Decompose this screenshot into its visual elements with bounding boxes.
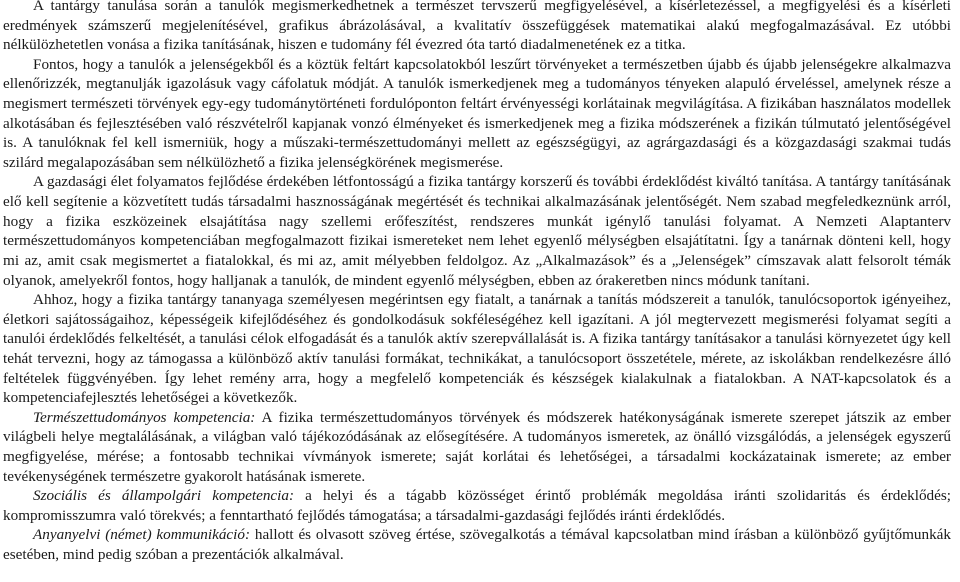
text-line: megvilágítása. A fizikában használatos modellek alkotásában és fejlesztésében való részvételről kapjanak vonzó élményeket és ismerkedjenek bbox=[3, 95, 951, 132]
text-line: meg a fizika módszerének a fizikán túlmutató jelentőségével is. A tanulóknak fel kell ismerniük, hogy a műszaki-természettudományi mellett az bbox=[3, 114, 952, 152]
text-line: folyamat segíti a tanulói érdeklődés felkeltését, a tanulási célok elfogadását és a tanulók aktív szerepvállalását is. A fizika tantárgy tanításakor a bbox=[3, 310, 952, 348]
text-line: érveléssel, amelynek része a megismert természeti törvények egy-egy tudománytörténeti fordulóponton feltárt érvényességi korlátainak bbox=[3, 75, 952, 113]
paragraph bbox=[0, 0, 954, 55]
text-line: igényeihez, életkori sajátosságaihoz, képességeik kifejlődéséhez és gondolkodásuk sokféleségéhez kell igazítani. A jól megtervezett megismerési bbox=[3, 291, 952, 328]
paragraph bbox=[0, 525, 954, 564]
text-line: alkalmazva ellenőrizzék, megtanulják igazolásuk vagy cáfolatuk módját. A tanulók ismerkedjenek meg a tudományos tényeken alapuló bbox=[3, 55, 952, 93]
text-line: megfigyelése, mérése; a fontosabb technikai vívmányok ismerete; saját korlátai és lehetőségei, a társadalmi kockázatainak ismerete; az ember bbox=[3, 448, 951, 466]
text-line: Ahhoz, hogy a fizika tantárgy tananyaga személyesen megérintsen egy fiatalt, a tanárnak a tanítás módszereit a tanulók, tanulócsoportok bbox=[33, 291, 877, 309]
text-line: A gazdasági élet folyamatos fejlődése érdekében létfontosságú a fizika tantárgy korszerű és további érdeklődést kiváltó tanítása. A bbox=[33, 173, 826, 191]
text-line: tantárgy tanításának elő kell segítenie a közvetített tudás társadalmi hasznosságának megértését és technikai alkalmazásának jelentőségét. Nem bbox=[3, 173, 951, 211]
text-line: megismerése. bbox=[420, 153, 504, 171]
text-line: A fizika természettudományos törvények és módszerek hatékonyságának ismerete szerepet játszik az ember világbeli helye bbox=[3, 408, 951, 446]
section-label: Természettudományos kompetencia: bbox=[33, 408, 256, 426]
section-label: Anyanyelvi (német) kommunikáció: bbox=[33, 526, 251, 544]
text-line: utóbbi nélkülözhetetlen vonása a fizika tanításának, hiszen e tudomány fél évezred óta tartó diadalmenetének ez a titka. bbox=[3, 16, 952, 54]
paragraph bbox=[0, 486, 954, 525]
paragraph bbox=[0, 290, 954, 408]
text-line: egészségügyi, az agrárgazdasági és a közgazdasági szakmai tudás szilárd megalapozásában sem nélkülözhető a fizika jelenségkörének bbox=[3, 134, 952, 171]
text-line: órakeretben nincs módunk tanítani. bbox=[595, 271, 810, 289]
section-label: Szociális és állampolgári kompetencia: bbox=[33, 487, 295, 505]
text-line: kompromisszumra való törekvés; a fenntartható fejlődés támogatása; a társadalmi-gazdasági fejlődés iránti érdeklődés. bbox=[3, 506, 725, 524]
text-line: mérete, az iskolákban rendelkezésre álló feltételek függvényében. Így lehet remény arra, hogy a megfelelő kompetenciák és készségek bbox=[3, 349, 952, 387]
text-line: A tantárgy tanulása során a tanulók megismerkedhetnek a természet tervszerű megfigyelésével, a kísérletezéssel, a megfigyelési és a bbox=[33, 0, 895, 14]
paragraph bbox=[0, 408, 954, 486]
text-line: megtalálásának, a világban való tájékozódásának az elősegítésére. A tudományos ismeretek, az önálló vizsgálódás, a jelenségek egyszerű bbox=[99, 428, 951, 446]
text-line: tevékenységének természetre gyakorolt hatásának ismerete. bbox=[3, 467, 366, 485]
text-line: Fontos, hogy a tanulók a jelenségekből és a köztük feltárt kapcsolatokból leszűrt törvényeket a természetben újabb és újabb jelenségekre bbox=[33, 55, 878, 73]
paragraph bbox=[0, 172, 954, 290]
text-line: gyűjtőmunkák esetében, mind pedig szóban a prezentációk alkalmával. bbox=[3, 526, 952, 564]
text-line: kísérleti eredmények számszerű megjelenítésével, grafikus ábrázolásával, a kvalitatív összefüggések matematikai alakú megfogalmazásával. Ez bbox=[3, 0, 952, 34]
text-line: a helyi és a tágabb közösséget érintő problémák megoldása iránti szolidaritás és érdeklődés; bbox=[305, 487, 951, 505]
text-line: kialakulnak a fiatalokban. A NAT-kapcsolatok és a kompetenciafejlesztés lehetőségei a következők. bbox=[3, 369, 952, 407]
text-line: tanulási környezetet úgy kell tehát tervezni, hogy az támogassa a különböző aktív tanulási formákat, technikákat, a tanulócsoport összetétele, bbox=[3, 330, 952, 367]
text-line: tanárnak dönteni kell, hogy mi az, amit csak megismertet a fiatalokkal, és mi az, amit mélyebben feldolgoz. Az „Alkalmazások” és a bbox=[3, 232, 951, 269]
text-line: hallott és olvasott szöveg értése, szövegalkotás a témával kapcsolatban mind írásban a különböző bbox=[254, 526, 859, 544]
paragraph bbox=[0, 55, 954, 173]
text-line: „Jelenségek” címszavak alatt felsorolt témák olyanok, amelyekről fontos, hogy halljanak a tanulók, de mindent egyenlő mélységben, ebben az bbox=[3, 251, 952, 289]
text-line: szabad megfeledkeznünk arról, hogy a fizika eszközeinek elsajátítása nagy szellemi erőfeszítést, rendszeres munkát igénylő tanulási folyamat. A bbox=[3, 193, 951, 230]
text-line: Nemzeti Alaptanterv természettudományos kompetenciában megfogalmazott fizikai ismereteket nem lehet egyenlő mélységben elsajátítatni. Így a bbox=[3, 212, 951, 250]
